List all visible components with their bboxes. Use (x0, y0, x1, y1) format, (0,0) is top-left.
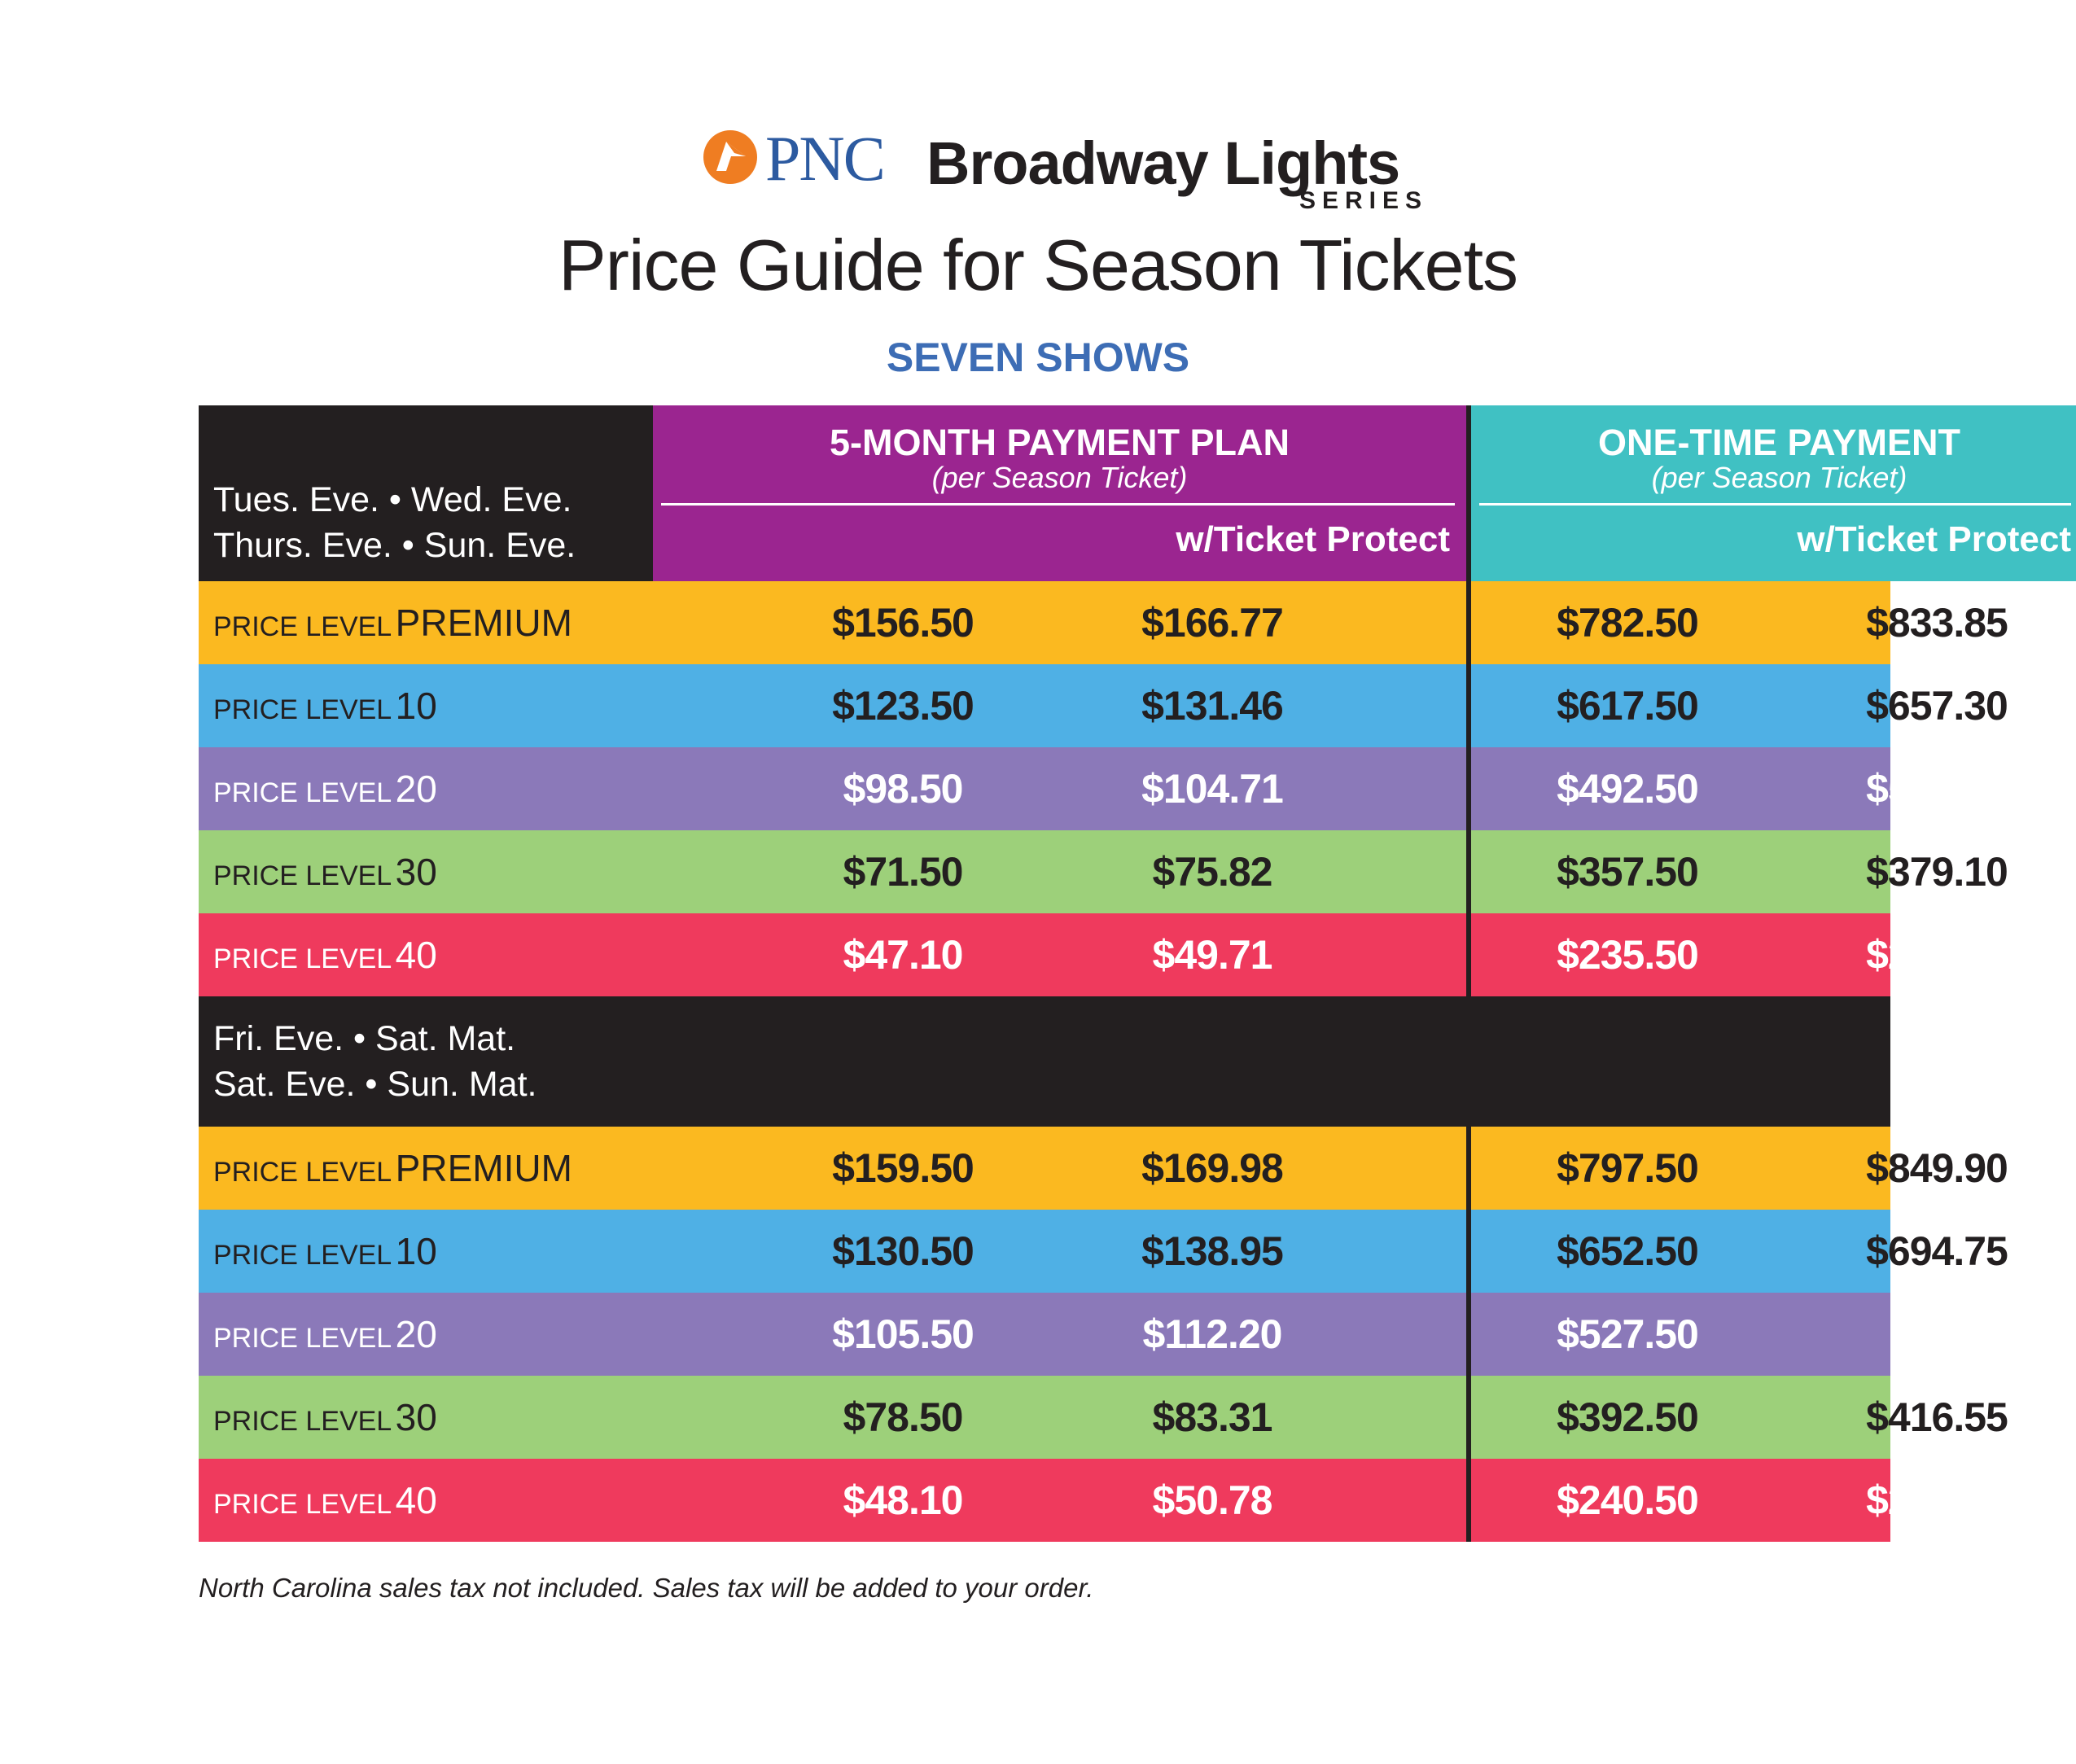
one-time-protect-price: $833.85 (1866, 600, 2008, 646)
column-divider (1466, 1127, 1471, 1210)
table-row (199, 1127, 2008, 1210)
payment-plan-subtitle: (per Season Ticket) (931, 461, 1188, 494)
column-divider (1466, 664, 1471, 747)
weekday-line-1: Fri. Eve. • Sat. Mat. (213, 1019, 516, 1058)
plan-protect-price: $75.82 (1152, 849, 1272, 895)
header-divider (1479, 503, 2071, 506)
one-time-protect-price: $416.55 (1866, 1394, 2008, 1440)
table-row (199, 830, 2008, 913)
price-table (199, 405, 2071, 1542)
table-row (199, 913, 2008, 996)
plan-protect-price: $166.77 (1141, 600, 1283, 646)
price-level-label: PRICE LEVEL 20 (213, 768, 437, 810)
plan-price: $48.10 (843, 1477, 963, 1523)
price-level-label: PRICE LEVEL 40 (213, 934, 437, 976)
table-row (199, 747, 2008, 830)
plan-protect-price: $138.95 (1141, 1228, 1283, 1274)
one-time-protect-price: $253.91 (1866, 1477, 2008, 1523)
one-time-protect-price: $694.75 (1866, 1228, 2008, 1274)
table-row (199, 1459, 2008, 1542)
weekend-header (199, 996, 1890, 1127)
one-time-price: $357.50 (1557, 849, 1698, 895)
column-divider (1466, 581, 1471, 664)
price-level-label: PRICE LEVEL 40 (213, 1479, 437, 1521)
table-row (199, 1376, 2008, 1459)
one-time-price: $652.50 (1557, 1228, 1698, 1274)
plan-price: $47.10 (843, 932, 963, 978)
plan-price: $159.50 (832, 1145, 974, 1191)
one-time-price: $240.50 (1557, 1477, 1698, 1523)
one-time-header (1471, 405, 2076, 581)
column-divider (1466, 830, 1471, 913)
subtitle: SEVEN SHOWS (886, 335, 1190, 380)
one-time-protect-price: $379.10 (1866, 849, 2008, 895)
one-time-price: $492.50 (1557, 766, 1698, 812)
plan-price: $71.50 (843, 849, 963, 895)
weekday-line-2: Thurs. Eve. • Sun. Eve. (213, 526, 576, 565)
footnote: North Carolina sales tax not included. Sales tax will be added to your order. (199, 1573, 1094, 1603)
column-divider (1466, 913, 1471, 996)
column-divider (1466, 1210, 1471, 1293)
payment-plan-header (653, 405, 1466, 581)
one-time-price: $235.50 (1557, 932, 1698, 978)
one-time-price: $392.50 (1557, 1394, 1698, 1440)
weekday-header (199, 405, 653, 581)
plan-price: $78.50 (843, 1394, 963, 1440)
one-time-price: $527.50 (1557, 1311, 1698, 1357)
price-level-label: PRICE LEVEL 30 (213, 851, 437, 893)
column-divider (1466, 1293, 1471, 1376)
one-time-title: ONE-TIME PAYMENT (1597, 422, 1961, 463)
plan-protect-price: $104.71 (1141, 766, 1283, 812)
one-time-protect-price: $561 (1893, 1311, 1981, 1357)
table-row (199, 581, 2008, 664)
one-time-protect-price: $849.90 (1866, 1145, 2008, 1191)
one-time-subtitle: (per Season Ticket) (1651, 461, 1907, 494)
price-level-label: PRICE LEVEL PREMIUM (213, 602, 572, 644)
price-level-label: PRICE LEVEL 10 (213, 1230, 437, 1272)
plan-price: $123.50 (832, 683, 974, 729)
payment-plan-title: 5-MONTH PAYMENT PLAN (829, 422, 1290, 463)
pnc-logo-icon (702, 129, 759, 186)
plan-price: $105.50 (832, 1311, 974, 1357)
column-divider (1466, 1376, 1471, 1459)
weekday-line-1: Tues. Eve. • Wed. Eve. (213, 480, 572, 519)
one-time-protect-label: w/Ticket Protect (1797, 519, 2071, 559)
price-level-label: PRICE LEVEL 30 (213, 1396, 437, 1438)
plan-protect-price: $49.71 (1152, 932, 1272, 978)
one-time-price: $797.50 (1557, 1145, 1698, 1191)
one-time-price: $782.50 (1557, 600, 1698, 646)
plan-price: $98.50 (843, 766, 963, 812)
table-row (199, 1210, 2008, 1293)
price-level-label: PRICE LEVEL 20 (213, 1313, 437, 1355)
payment-plan-protect-label: w/Ticket Protect (1176, 519, 1450, 559)
plan-price: $156.50 (832, 600, 974, 646)
logo-row (0, 122, 2076, 228)
plan-protect-price: $50.78 (1152, 1477, 1272, 1523)
price-level-label: PRICE LEVEL PREMIUM (213, 1147, 572, 1189)
plan-protect-price: $83.31 (1152, 1394, 1272, 1440)
column-divider (1466, 747, 1471, 830)
plan-price: $130.50 (832, 1228, 974, 1274)
series-suffix: SERIES (1299, 187, 1429, 214)
one-time-protect-price: $657.30 (1866, 683, 2008, 729)
plan-protect-price: $169.98 (1141, 1145, 1283, 1191)
one-time-protect-price: $248.56 (1866, 932, 2008, 978)
price-level-label: PRICE LEVEL 10 (213, 685, 437, 727)
plan-protect-price: $131.46 (1141, 683, 1283, 729)
table-row (199, 1293, 1981, 1376)
column-divider (1466, 1459, 1471, 1542)
page-title: Price Guide for Season Tickets (558, 225, 1518, 305)
one-time-price: $617.50 (1557, 683, 1698, 729)
table-header (199, 405, 2071, 581)
pnc-logo-text: PNC (765, 123, 884, 194)
one-time-protect-price: $523.55 (1866, 766, 2008, 812)
series-title: Broadway Lights (926, 129, 1400, 197)
weekday-line-2: Sat. Eve. • Sun. Mat. (213, 1065, 537, 1104)
plan-protect-price: $112.20 (1142, 1311, 1282, 1357)
header-divider (661, 503, 1455, 506)
table-row (199, 664, 2008, 747)
